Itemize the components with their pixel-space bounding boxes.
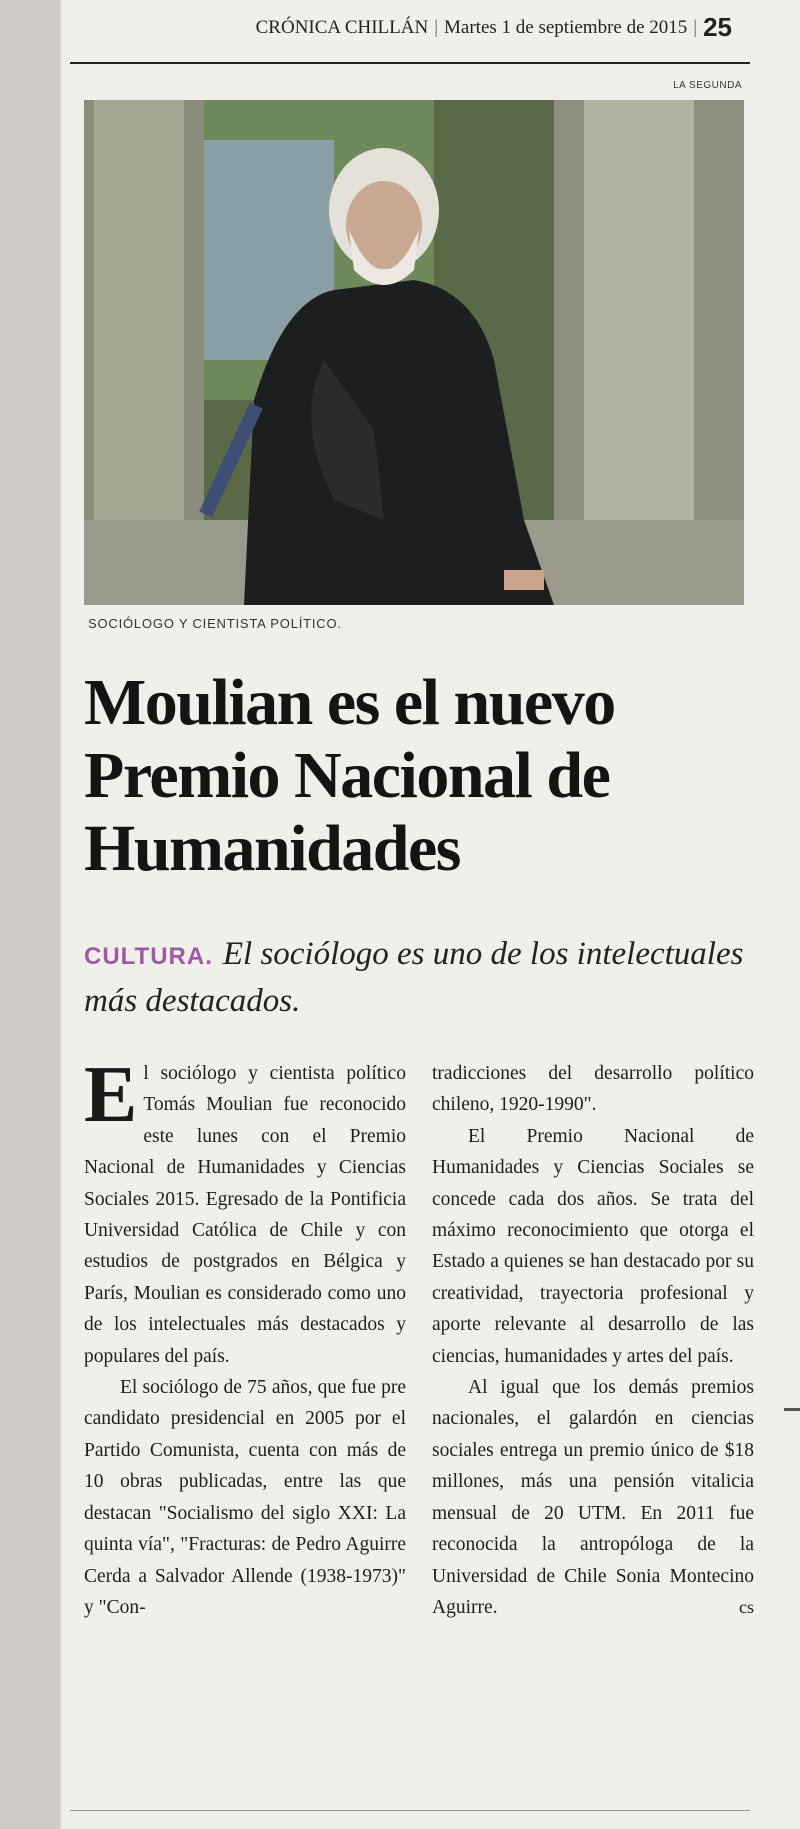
body-paragraph: tradicciones del desarrollo político chileno, 1920-1990". bbox=[432, 1063, 754, 1116]
section-tag: CULTURA. bbox=[84, 943, 213, 970]
issue-date: Martes 1 de septiembre de 2015 bbox=[444, 17, 688, 38]
header-line bbox=[256, 12, 732, 43]
photo-illustration bbox=[84, 100, 744, 605]
article-photo bbox=[84, 100, 744, 605]
header-separator: | bbox=[434, 17, 439, 38]
paragraph-text: Al igual que los demás premios nacionales, el galardón en ciencias sociales entrega un premio único de $18 millones, más una pensión vitalicia mensual de 20 UTM. En 2011 fue reconocida la antropóloga de la Universidad de Chile Sonia Montecino Aguirre. bbox=[432, 1377, 754, 1618]
bottom-divider bbox=[70, 1810, 750, 1811]
end-mark: cs bbox=[739, 1596, 754, 1617]
page-header bbox=[70, 0, 750, 64]
photo-caption: SOCIÓLOGO Y CIENTISTA POLÍTICO. bbox=[88, 616, 342, 631]
body-paragraph: El sociólogo de 75 años, que fue pre candidato presidencial en 2005 por el Partido Comunista, cuenta con más de 10 obras publicadas, entre las que destacan "Socialismo del siglo XXI: La quinta vía", "Fracturas: de Pedro Aguirre Cerda a Salvador Allende (1938-1973)" y "Con- bbox=[84, 1377, 406, 1618]
photo-credit: LA SEGUNDA bbox=[673, 80, 742, 91]
subhead-text: El sociólogo es uno de los intelectuales más destacados. bbox=[84, 936, 744, 1019]
header-separator: | bbox=[693, 17, 698, 38]
body-paragraph bbox=[84, 1051, 406, 1372]
subhead bbox=[84, 932, 744, 1023]
publication-name: CRÓNICA CHILLÁN bbox=[255, 17, 429, 38]
headline: Moulian es el nuevo Premio Nacional de Humanidades bbox=[84, 666, 615, 885]
article-column-right bbox=[432, 1058, 754, 1623]
paragraph-text: l sociólogo y cientista político Tomás Moulian fue reconocido este lunes con el Premio Nacional de Humanidades y Ciencias Sociales 2015. Egresado de la Pontificia Universidad Católica de Chile y con estudios de postgrados en Bélgica y París, Moulian es considerado como uno de los intelectuales más destacados y populares del país. bbox=[84, 1063, 406, 1367]
scan-edge-mark bbox=[784, 1408, 800, 1411]
body-paragraph bbox=[432, 1372, 754, 1623]
scan-margin bbox=[0, 0, 60, 1829]
page-number: 25 bbox=[703, 12, 732, 42]
drop-cap: E bbox=[84, 1051, 138, 1139]
article-column-left bbox=[84, 1051, 406, 1623]
body-paragraph: El Premio Nacional de Humanidades y Ciencias Sociales se concede cada dos años. Se trata del máximo reconocimiento que otorga el Estado a quienes se han destacado por su creatividad, trayectoria profesional y aporte relevante al desarrollo de las ciencias, humanidades y artes del país. bbox=[432, 1125, 754, 1367]
